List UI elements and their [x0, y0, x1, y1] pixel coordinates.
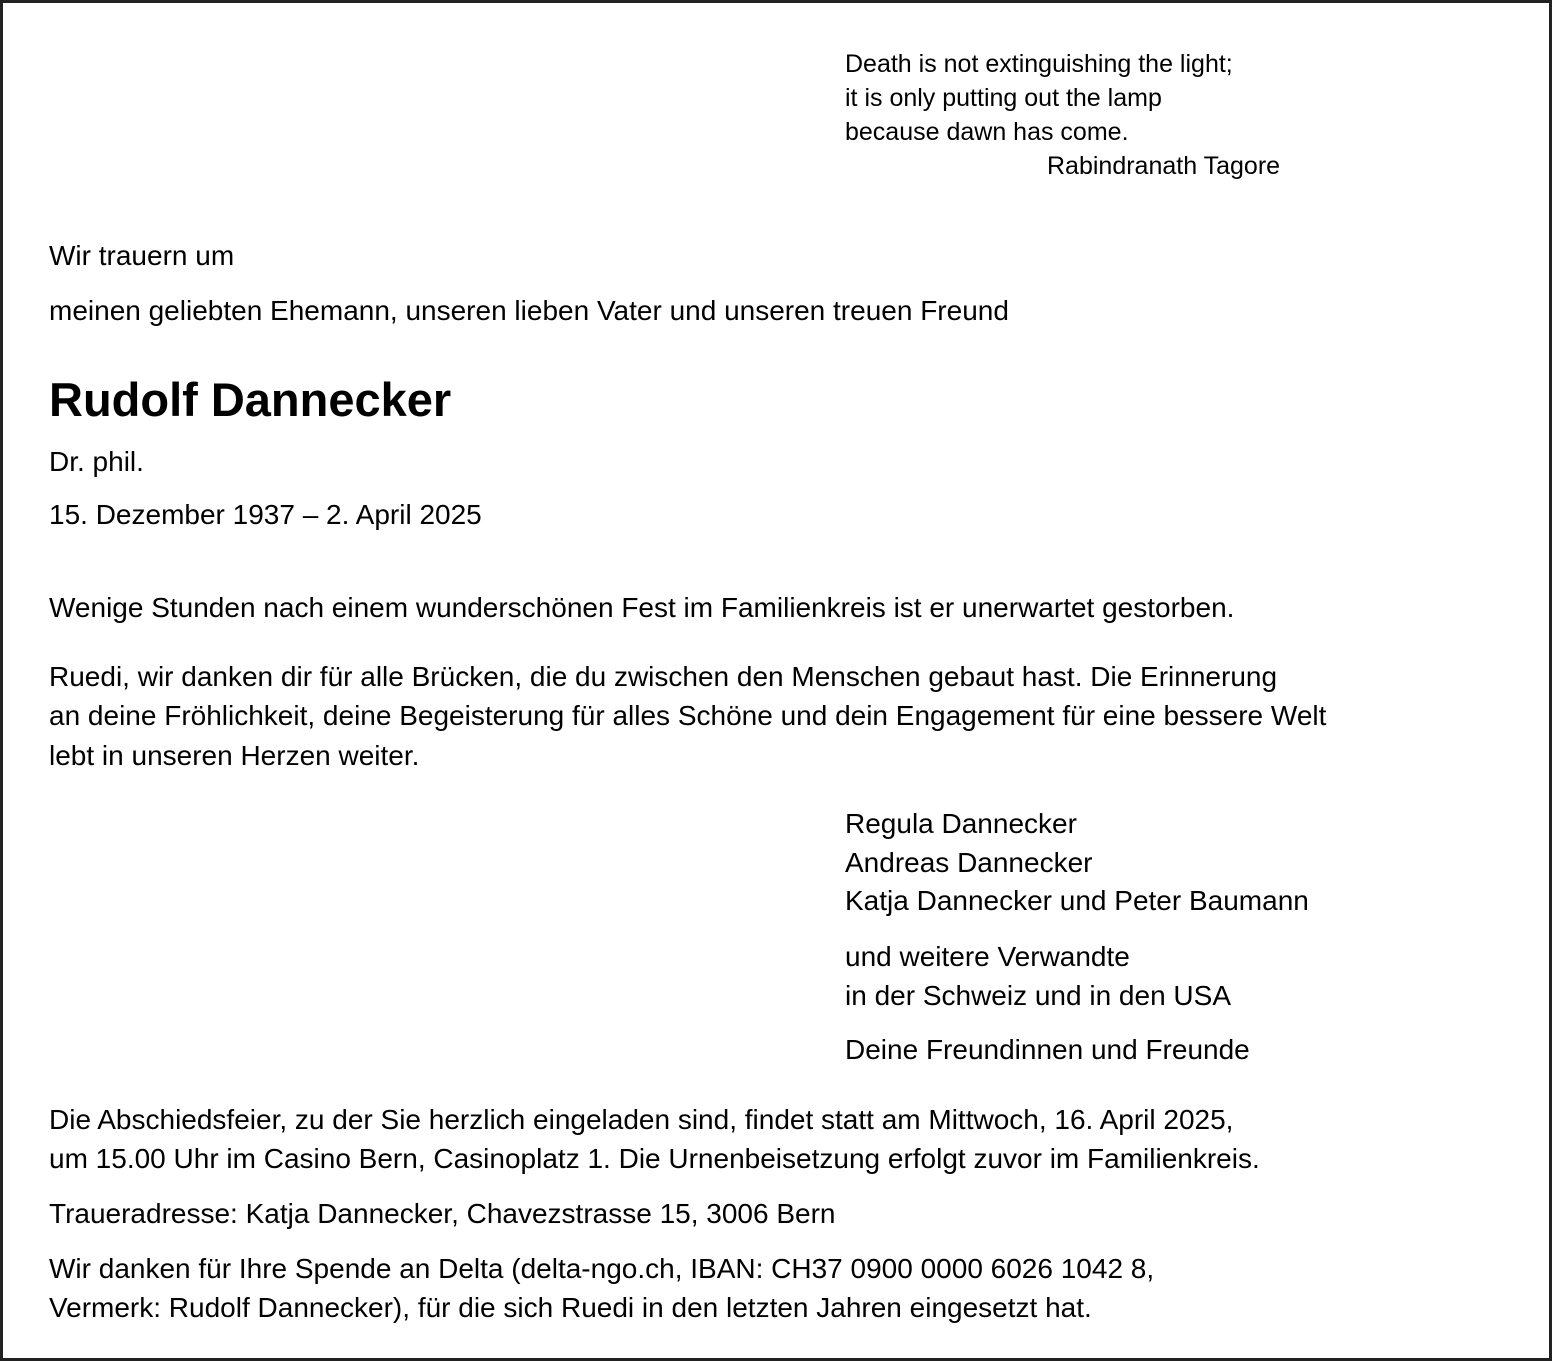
- life-dates: 15. Dezember 1937 – 2. April 2025: [49, 499, 482, 530]
- relation: meinen geliebten Ehemann, unseren lieben Vater und unseren treuen Freund: [49, 295, 1009, 326]
- quote-line: it is only putting out the lamp: [845, 84, 1162, 112]
- quote-author: Rabindranath Tagore: [1047, 152, 1281, 180]
- ceremony-line: Die Abschiedsfeier, zu der Sie herzlich eingeladen sind, findet statt am Mittwoch, 16. April 2025,: [49, 1104, 1234, 1135]
- intro: Wir trauern um: [49, 240, 235, 271]
- paragraph-line: an deine Fröhlichkeit, deine Begeisterung für alles Schöne und dein Engagement für eine bessere Welt: [49, 700, 1327, 731]
- quote-line: Death is not extinguishing the light;: [845, 50, 1233, 78]
- relatives: [845, 938, 1231, 1015]
- quote-line: because dawn has come.: [845, 118, 1129, 146]
- mourning-address: Traueradresse: Katja Dannecker, Chavezstrasse 15, 3006 Bern: [49, 1198, 836, 1229]
- paragraph-line: lebt in unseren Herzen weiter.: [49, 740, 420, 771]
- mourner: und weitere Verwandte: [845, 941, 1130, 972]
- paragraph-line: Ruedi, wir danken dir für alle Brücken, die du zwischen den Menschen gebaut hast. Die Erinnerung: [49, 661, 1278, 692]
- mourner: Katja Dannecker und Peter Baumann: [845, 885, 1309, 916]
- deceased-name: Rudolf Dannecker: [49, 373, 452, 426]
- friends: Deine Freundinnen und Freunde: [845, 1034, 1250, 1065]
- donation-info: [49, 1249, 1154, 1327]
- mourner: Regula Dannecker: [845, 808, 1077, 839]
- paragraph-2: [49, 657, 1326, 776]
- donation-line: Wir danken für Ihre Spende an Delta (delta-ngo.ch, IBAN: CH37 0900 0000 6026 1042 8,: [49, 1253, 1155, 1284]
- quote: [845, 47, 1280, 183]
- academic-title: Dr. phil.: [49, 446, 144, 477]
- mourner: Andreas Dannecker: [845, 846, 1093, 878]
- paragraph-1: Wenige Stunden nach einem wunderschönen Fest im Familienkreis ist er unerwartet gestorben.: [49, 592, 1235, 623]
- donation-line: Vermerk: Rudolf Dannecker), für die sich Ruedi in den letzten Jahren eingesetzt hat.: [49, 1292, 1092, 1323]
- ceremony-info: [49, 1100, 1260, 1178]
- mourner: in der Schweiz und in den USA: [845, 979, 1231, 1011]
- family-mourners: [845, 805, 1309, 921]
- ceremony-line: um 15.00 Uhr im Casino Bern, Casinoplatz 1. Die Urnenbeisetzung erfolgt zuvor im Familienkreis.: [49, 1143, 1260, 1174]
